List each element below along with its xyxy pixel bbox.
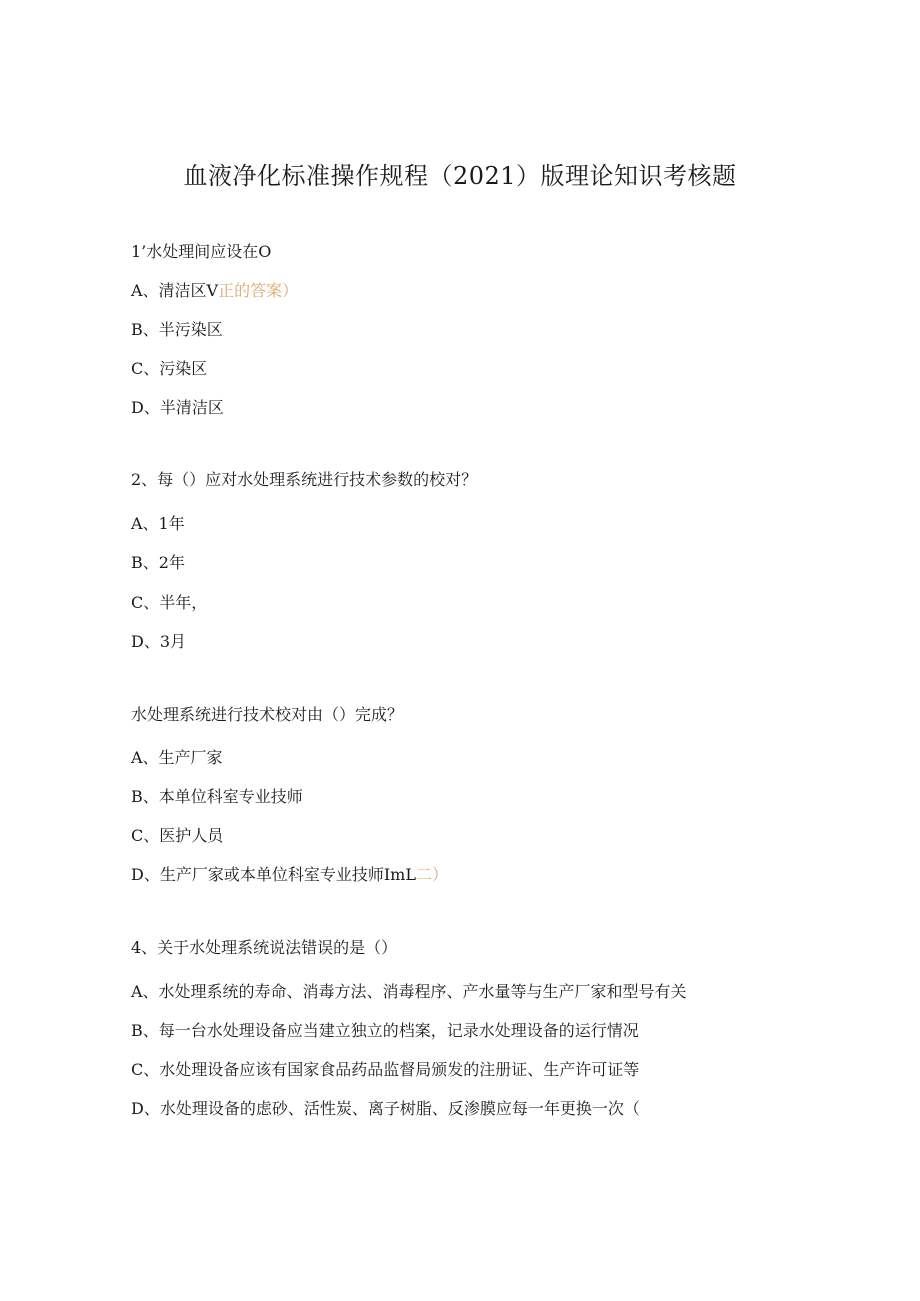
answer-option: C、污染区	[131, 359, 208, 378]
answer-option: D、3月	[131, 632, 187, 651]
question-stem: 4、关于水处理系统说法错误的是（）	[131, 938, 398, 957]
answer-option: C、半年，	[131, 593, 208, 612]
answer-option	[131, 864, 448, 886]
question-stem: 1’水处理间应设在O	[131, 242, 272, 261]
question-stem: 2、每（）应对水处理系统进行技术参数的校对？	[131, 470, 478, 489]
answer-option: A、水处理系统的寿命、消毒方法、消毒程序、产水量等与生产厂家和型号有关	[131, 982, 687, 1001]
answer-option: C、水处理设备应该有国家食品药品监督局颁发的注册证、生产许可证等	[131, 1060, 640, 1079]
answer-option	[131, 280, 298, 302]
answer-option: A、生产厂家	[131, 748, 223, 767]
option-text: A、清洁区V	[131, 281, 219, 300]
answer-note: 二）	[415, 865, 448, 884]
answer-option: B、2年	[131, 553, 185, 572]
answer-option: A、1年	[131, 514, 185, 533]
answer-option: D、半清洁区	[131, 398, 224, 417]
answer-note: 正的答案）	[218, 281, 299, 300]
option-text: D、生产厂家或本单位科室专业技师ImL	[131, 865, 416, 884]
answer-option: B、每一台水处理设备应当建立独立的档案，记录水处理设备的运行情况	[131, 1021, 639, 1040]
answer-option: B、本单位科室专业技师	[131, 787, 303, 806]
answer-option: C、医护人员	[131, 826, 224, 845]
page-title: 血液净化标准操作规程（2021）版理论知识考核题	[183, 162, 737, 190]
answer-option: B、半污染区	[131, 320, 223, 339]
answer-option: D、水处理设备的虑砂、活性炭、离子树脂、反渗膜应每一年更换一次（	[131, 1099, 640, 1118]
question-stem: 水处理系统进行技术校对由（）完成？	[131, 705, 404, 724]
